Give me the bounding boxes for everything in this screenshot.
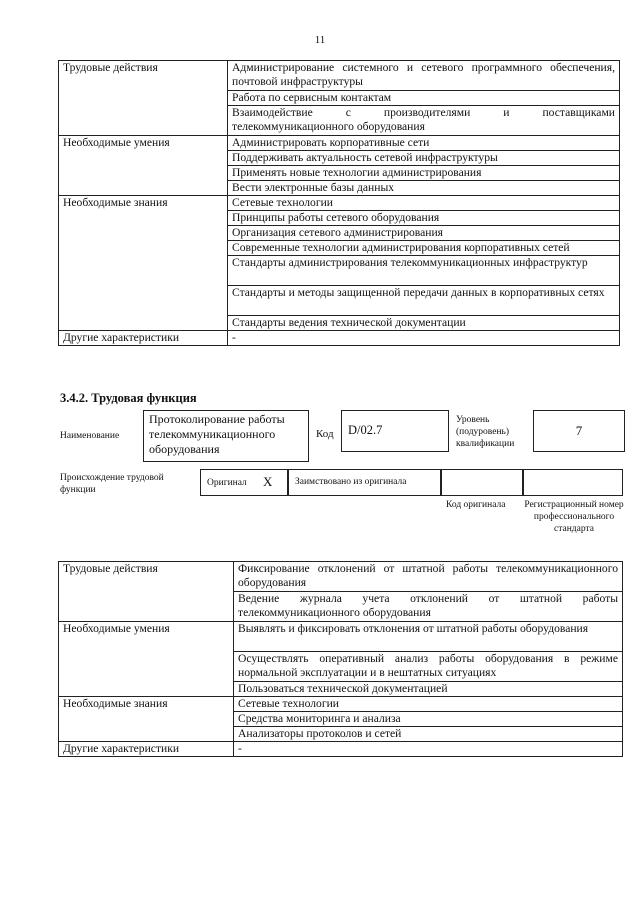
list-item: - <box>234 742 623 757</box>
list-item: Сетевые технологии <box>228 196 620 211</box>
table-row <box>59 196 620 211</box>
section-label: Трудовые действия <box>59 61 228 136</box>
original-label: Оригинал <box>207 478 247 488</box>
section-label: Другие характеристики <box>59 331 228 346</box>
table-row <box>59 136 620 151</box>
table-row <box>59 331 620 346</box>
borrowed-cell <box>288 469 441 496</box>
list-item: Сетевые технологии <box>234 697 623 712</box>
section-label: Необходимые знания <box>59 196 228 331</box>
competency-table-2 <box>58 561 623 757</box>
list-item: Пользоваться технической документацией <box>234 682 623 697</box>
list-item: Администрировать корпоративные сети <box>228 136 620 151</box>
list-item: Стандарты ведения технической документации <box>228 316 620 331</box>
list-item: Фиксирование отклонений от штатной работы телекоммуникационного оборудования <box>234 562 623 592</box>
reg-number-cell <box>523 469 623 496</box>
list-item: Осуществлять оперативный анализ работы оборудования в режиме нормальной эксплуатации и в нештатных ситуациях <box>234 652 623 682</box>
level-value: 7 <box>533 410 625 452</box>
section-label: Необходимые знания <box>59 697 234 742</box>
list-item: Анализаторы протоколов и сетей <box>234 727 623 742</box>
list-item: Работа по сервисным контактам <box>228 91 620 106</box>
list-item: Выявлять и фиксировать отклонения от штатной работы оборудования <box>234 622 623 652</box>
list-item: - <box>228 331 620 346</box>
name-label: Наименование <box>60 431 120 441</box>
code-value: D/02.7 <box>341 410 449 452</box>
section-label: Другие характеристики <box>59 742 234 757</box>
table-row <box>59 697 623 712</box>
table-row <box>59 622 623 652</box>
section-label: Трудовые действия <box>59 562 234 622</box>
original-mark: X <box>263 474 273 489</box>
competency-table-1 <box>58 60 620 346</box>
level-label: Уровень (подуровень) квалификации <box>456 415 515 449</box>
list-item: Поддерживать актуальность сетевой инфраструктуры <box>228 151 620 166</box>
list-item: Ведение журнала учета отклонений от штатной работы телекоммуникационного оборудования <box>234 592 623 622</box>
list-item: Современные технологии администрирования корпоративных сетей <box>228 241 620 256</box>
section-heading: 3.4.2. Трудовая функция <box>60 391 197 405</box>
page-number: 11 <box>314 34 326 46</box>
section-label: Необходимые умения <box>59 622 234 697</box>
code-original-label: Код оригинала <box>446 500 506 510</box>
reg-number-label: Регистрационный номер профессионального стандарта <box>524 500 624 534</box>
table-row <box>59 61 620 91</box>
list-item: Вести электронные базы данных <box>228 181 620 196</box>
list-item: Средства мониторинга и анализа <box>234 712 623 727</box>
list-item: Администрирование системного и сетевого программного обеспечения, почтовой инфраструктуры <box>228 61 620 91</box>
list-item: Стандарты и методы защищенной передачи данных в корпоративных сетях <box>228 286 620 316</box>
list-item: Принципы работы сетевого оборудования <box>228 211 620 226</box>
list-item: Стандарты администрирования телекоммуникационных инфраструктур <box>228 256 620 286</box>
table-row <box>59 742 623 757</box>
list-item: Взаимодействие с производителями и поставщиками телекоммуникационного оборудования <box>228 106 620 136</box>
code-original-cell <box>441 469 523 496</box>
list-item: Применять новые технологии администрирования <box>228 166 620 181</box>
section-label: Необходимые умения <box>59 136 228 196</box>
code-label: Код <box>316 428 334 440</box>
list-item: Организация сетевого администрирования <box>228 226 620 241</box>
table-row <box>59 562 623 592</box>
name-value: Протоколирование работы телекоммуникационного оборудования <box>143 410 309 462</box>
borrowed-label: Заимствовано из оригинала <box>295 477 407 487</box>
origin-label: Происхождение трудовой функции <box>60 473 164 495</box>
original-cell <box>200 469 288 496</box>
